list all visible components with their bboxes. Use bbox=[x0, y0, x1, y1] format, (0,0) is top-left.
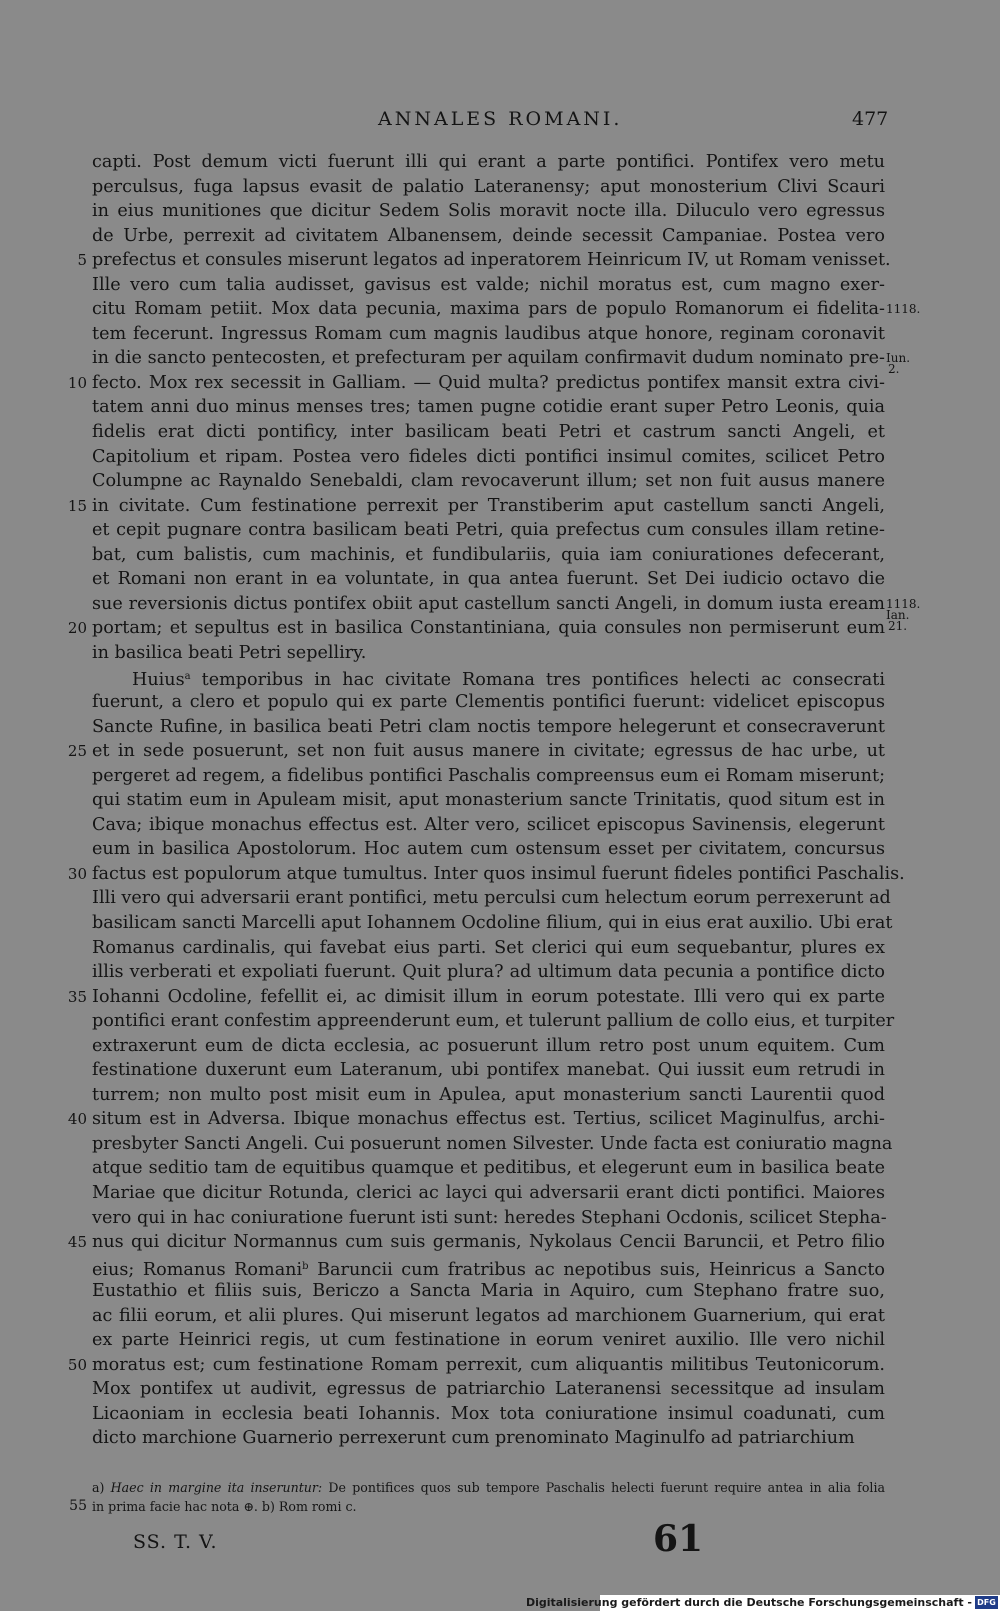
footnotes bbox=[69, 1478, 885, 1516]
line-text: bat, cum balistis, cum machinis, et fundibulariis, quia iam coniurationes defecerant, bbox=[92, 544, 885, 565]
line-number: 25 bbox=[67, 742, 87, 761]
margin-date-note: Ian. bbox=[886, 607, 910, 622]
line-text: nus qui dicitur Normannus cum suis germanis, Nykolaus Cencii Baruncii, et Petro filio bbox=[92, 1232, 885, 1253]
text-line bbox=[92, 567, 885, 592]
footnote-italic: Haec in margine ita inseruntur: bbox=[110, 1480, 323, 1495]
text-line bbox=[92, 911, 893, 936]
line-text: Cava; ibique monachus effectus est. Alter vero, scilicet episcopus Savinensis, elegerunt bbox=[92, 814, 885, 835]
line-text: factus est populorum atque tumultus. Inter quos insimul fuerunt fideles pontifici Paschalis. bbox=[92, 863, 905, 884]
signature-mark: SS. T. V. bbox=[133, 1531, 218, 1553]
line-text: fecto. Mox rex secessit in Galliam. — Quid multa? predictus pontifex mansit extra civi- bbox=[92, 372, 885, 393]
digitization-banner bbox=[525, 1595, 1000, 1611]
line-text: ex parte Heinrici regis, ut cum festinatione in eorum veniret auxilio. Ille vero nichil bbox=[92, 1330, 885, 1351]
line-number: 35 bbox=[67, 987, 87, 1006]
text-line bbox=[92, 592, 885, 617]
line-text-rest: Baruncii cum fratribus ac nepotibus suis, Heinricus a Sancto bbox=[308, 1259, 885, 1280]
line-text: Huius bbox=[132, 670, 185, 691]
text-line bbox=[92, 346, 885, 371]
text-line bbox=[92, 886, 891, 911]
line-number: 5 bbox=[77, 251, 87, 270]
line-text: festinatione duxerunt eum Lateranum, ubi pontifex manebat. Qui iussit eum retrudi in bbox=[92, 1060, 885, 1081]
text-line bbox=[92, 764, 885, 789]
text-line bbox=[92, 297, 885, 322]
text-line bbox=[92, 1156, 885, 1181]
text-line bbox=[67, 371, 885, 396]
text-line bbox=[92, 150, 885, 175]
line-number: 20 bbox=[67, 619, 87, 638]
line-text: Sancte Rufine, in basilica beati Petri clam noctis tempore helegerunt et consecraverunt bbox=[92, 716, 885, 737]
text-line bbox=[92, 420, 885, 445]
text-line bbox=[92, 1426, 885, 1451]
line-text: in basilica beati Petri sepelliry. bbox=[92, 642, 367, 663]
footnote-marker: a bbox=[184, 671, 191, 683]
text-line bbox=[67, 862, 905, 887]
line-text: Licaoniam in ecclesia beati Iohannis. Mox tota coniuratione insimul coadunati, cum bbox=[92, 1403, 885, 1424]
text-line bbox=[92, 788, 885, 813]
text-line bbox=[92, 322, 885, 347]
text-line bbox=[67, 1353, 885, 1378]
line-text: Columpne ac Raynaldo Senebaldi, clam revocaverunt illum; set non fuit ausus manere bbox=[92, 471, 885, 492]
text-line bbox=[92, 1058, 885, 1083]
text-line bbox=[92, 199, 885, 224]
footnote-line bbox=[92, 1478, 885, 1497]
line-number: 10 bbox=[67, 373, 87, 392]
margin-date-note: 1118. bbox=[886, 596, 921, 611]
text-line bbox=[92, 1304, 885, 1329]
text-line bbox=[92, 1083, 885, 1108]
line-text: eius; Romanus Romani bbox=[92, 1259, 303, 1280]
line-text: in die sancto pentecosten, et prefecturam per aquilam confirmavit dudum nominato pre- bbox=[92, 348, 885, 369]
line-text: ac filii eorum, et alii plures. Qui miserunt legatos ad marchionem Guarnerium, qui erat bbox=[92, 1305, 885, 1326]
text-line bbox=[92, 813, 885, 838]
line-number: 30 bbox=[67, 864, 87, 883]
line-number: 40 bbox=[67, 1110, 87, 1129]
line-number: 50 bbox=[67, 1355, 87, 1374]
line-text: in eius munitiones que dicitur Sedem Solis moravit nocte illa. Diluculo vero egressus bbox=[92, 201, 885, 222]
text-line bbox=[92, 1328, 885, 1353]
text-line bbox=[92, 395, 885, 420]
page-header bbox=[0, 108, 1000, 138]
line-text: Mox pontifex ut audivit, egressus de patriarchio Lateranensi secessitque ad insulam bbox=[92, 1379, 885, 1400]
text-line bbox=[92, 936, 885, 961]
text-line bbox=[92, 518, 885, 543]
line-text: fidelis erat dicti pontificy, inter basilicam beati Petri et castrum sancti Angeli, et bbox=[92, 422, 885, 443]
text-line bbox=[92, 1279, 885, 1304]
footnote-marker: b bbox=[302, 1260, 309, 1272]
footnote-text: in prima facie hac nota ⊕. b) Rom romi c. bbox=[92, 1499, 357, 1514]
line-text: situm est in Adversa. Ibique monachus effectus est. Tertius, scilicet Maginulfus, archi- bbox=[92, 1109, 885, 1130]
banner-text: Digitalisierung gefördert durch die Deutsche Forschungsgemeinschaft - bbox=[525, 1596, 972, 1609]
text-line bbox=[92, 1181, 885, 1206]
text-line bbox=[92, 690, 885, 715]
line-text: prefectus et consules miserunt legatos ad inperatorem Heinricum IV, ut Romam venisset. bbox=[92, 250, 891, 271]
sheet-number: 61 bbox=[653, 1518, 704, 1560]
text-line bbox=[67, 616, 885, 641]
line-text: Illi vero qui adversarii erant pontifici, metu perculsi cum helectum eorum perrexerunt ad bbox=[92, 888, 891, 909]
line-text: tem fecerunt. Ingressus Romam cum magnis laudibus atque honore, reginam coronavit bbox=[92, 323, 885, 344]
text-line bbox=[92, 1034, 885, 1059]
footnote-label: a) bbox=[92, 1480, 105, 1495]
line-text: Mariae que dicitur Rotunda, clerici ac layci qui adversarii erant dicti pontifici. Maiores bbox=[92, 1182, 885, 1203]
line-number: 45 bbox=[67, 1233, 87, 1252]
line-text: et cepit pugnare contra basilicam beati Petri, quia prefectus cum consules illam retine- bbox=[92, 520, 885, 541]
line-text-rest: temporibus in hac civitate Romana tres pontifices helecti ac consecrati bbox=[190, 670, 885, 691]
text-line bbox=[92, 469, 885, 494]
text-line bbox=[92, 224, 885, 249]
line-text: Iohanni Ocdoline, fefellit ei, ac dimisit illum in eorum potestate. Illi vero qui ex parte bbox=[92, 986, 885, 1007]
line-text: eum in basilica Apostolorum. Hoc autem cum ostensum esset per civitatem, concursus bbox=[92, 839, 885, 860]
line-number: 15 bbox=[67, 496, 87, 515]
dfg-logo-icon: DFG bbox=[975, 1596, 998, 1609]
line-text: qui statim eum in Apuleam misit, aput monasterium sancte Trinitatis, quod situm est in bbox=[92, 790, 885, 811]
line-text: presbyter Sancti Angeli. Cui posuerunt nomen Silvester. Unde facta est coniuratio magna bbox=[92, 1133, 893, 1154]
line-text: capti. Post demum victi fuerunt illi qui erant a parte pontifici. Pontifex vero metu bbox=[92, 152, 885, 172]
line-text: de Urbe, perrexit ad civitatem Albanensem, deinde secessit Campaniae. Postea vero bbox=[92, 225, 885, 246]
line-text: Capitolium et ripam. Postea vero fideles dicti pontifici insimul comites, scilicet Petro bbox=[92, 446, 885, 467]
line-text: in civitate. Cum festinatione perrexit per Transtiberim aput castellum sancti Angeli, bbox=[92, 495, 885, 516]
footnote-line bbox=[69, 1497, 885, 1516]
line-text: vero qui in hac coniuratione fuerunt isti sunt: heredes Stephani Ocdonis, scilicet Stepha- bbox=[92, 1207, 887, 1228]
line-text: pontifici erant confestim appreenderunt eum, et tulerunt pallium de collo eius, et turpiter bbox=[92, 1011, 895, 1032]
text-line bbox=[92, 1132, 893, 1157]
margin-date-note: 2. bbox=[888, 362, 900, 377]
line-text: tatem anni duo minus menses tres; tamen pugne cotidie erant super Petro Leonis, quia bbox=[92, 397, 885, 418]
line-text: turrem; non multo post misit eum in Apulea, aput monasterium sancti Laurentii quod bbox=[92, 1084, 885, 1105]
text-line bbox=[67, 985, 885, 1010]
line-text: portam; et sepultus est in basilica Constantiniana, quia consules non permiserunt eum bbox=[92, 618, 885, 639]
text-line bbox=[92, 715, 885, 740]
footnote-text: De pontifices quos sub tempore Paschalis helecti fuerunt require antea in alia folia bbox=[322, 1480, 885, 1495]
running-title: ANNALES ROMANI. bbox=[378, 108, 623, 130]
line-text: Eustathio et filiis suis, Bericzo a Sancta Maria in Aquiro, cum Stephano fratre suo, bbox=[92, 1281, 885, 1302]
line-text: et Romani non erant in ea voluntate, in qua antea fuerunt. Set Dei iudicio octavo die bbox=[92, 569, 885, 590]
text-line bbox=[77, 248, 891, 273]
line-text: Ille vero cum talia audisset, gavisus est valde; nichil moratus est, cum magno exer- bbox=[92, 274, 885, 295]
text-line bbox=[67, 494, 885, 519]
line-text: perculsus, fuga lapsus evasit de palatio Lateranensy; aput monosterium Clivi Scauri bbox=[92, 176, 885, 197]
line-text: basilicam sancti Marcelli aput Iohannem Ocdoline filium, qui in eius erat auxilio. Ubi erat bbox=[92, 912, 893, 933]
text-line bbox=[92, 445, 885, 470]
text-line bbox=[92, 1009, 895, 1034]
text-line bbox=[67, 739, 885, 764]
text-line bbox=[67, 1230, 885, 1255]
line-text: citu Romam petiit. Mox data pecunia, maxima pars de populo Romanorum ei fidelita- bbox=[92, 299, 885, 320]
text-line bbox=[67, 1107, 885, 1132]
line-text: moratus est; cum festinatione Romam perrexit, cum aliquantis militibus Teutonicorum. bbox=[92, 1354, 885, 1375]
text-line bbox=[92, 1255, 885, 1280]
text-line bbox=[92, 1206, 885, 1231]
line-number: 55 bbox=[69, 1498, 87, 1514]
line-text: illis verberati et expoliati fuerunt. Quit plura? ad ultimum data pecunia a pontifice dicto bbox=[92, 962, 885, 983]
line-text: atque seditio tam de equitibus quamque et peditibus, et elegerunt eum in basilica beate bbox=[92, 1158, 885, 1179]
text-line bbox=[92, 543, 885, 568]
text-line bbox=[92, 641, 885, 666]
text-line bbox=[92, 1402, 885, 1427]
line-text: et in sede posuerunt, set non fuit ausus manere in civitate; egressus de hac urbe, ut bbox=[92, 741, 885, 762]
line-text: fuerunt, a clero et populo qui ex parte Clementis pontifici fuerunt: videlicet episcopus bbox=[92, 692, 885, 713]
text-line bbox=[92, 175, 885, 200]
margin-date-note: 1118. bbox=[886, 302, 921, 317]
line-text: Romanus cardinalis, qui favebat eius parti. Set clerici qui eum sequebantur, plures ex bbox=[92, 937, 885, 958]
text-line bbox=[92, 960, 885, 985]
text-line bbox=[92, 665, 885, 690]
line-text: dicto marchione Guarnerio perrexerunt cum prenominato Maginulfo ad patriarchium bbox=[92, 1428, 855, 1449]
line-text: extraxerunt eum de dicta ecclesia, ac posuerunt illum retro post unum equitem. Cum bbox=[92, 1035, 885, 1056]
text-line bbox=[92, 1377, 885, 1402]
line-text: sue reversionis dictus pontifex obiit aput castellum sancti Angeli, in domum iusta eream bbox=[92, 593, 885, 614]
margin-date-note: 21. bbox=[888, 618, 908, 633]
line-text: pergeret ad regem, a fidelibus pontifici Paschalis compreensus eum ei Romam miserunt; bbox=[92, 765, 885, 786]
text-line bbox=[92, 273, 885, 298]
text-line bbox=[92, 837, 885, 862]
page-number: 477 bbox=[852, 108, 889, 130]
margin-date-note: Iun. bbox=[886, 351, 911, 366]
